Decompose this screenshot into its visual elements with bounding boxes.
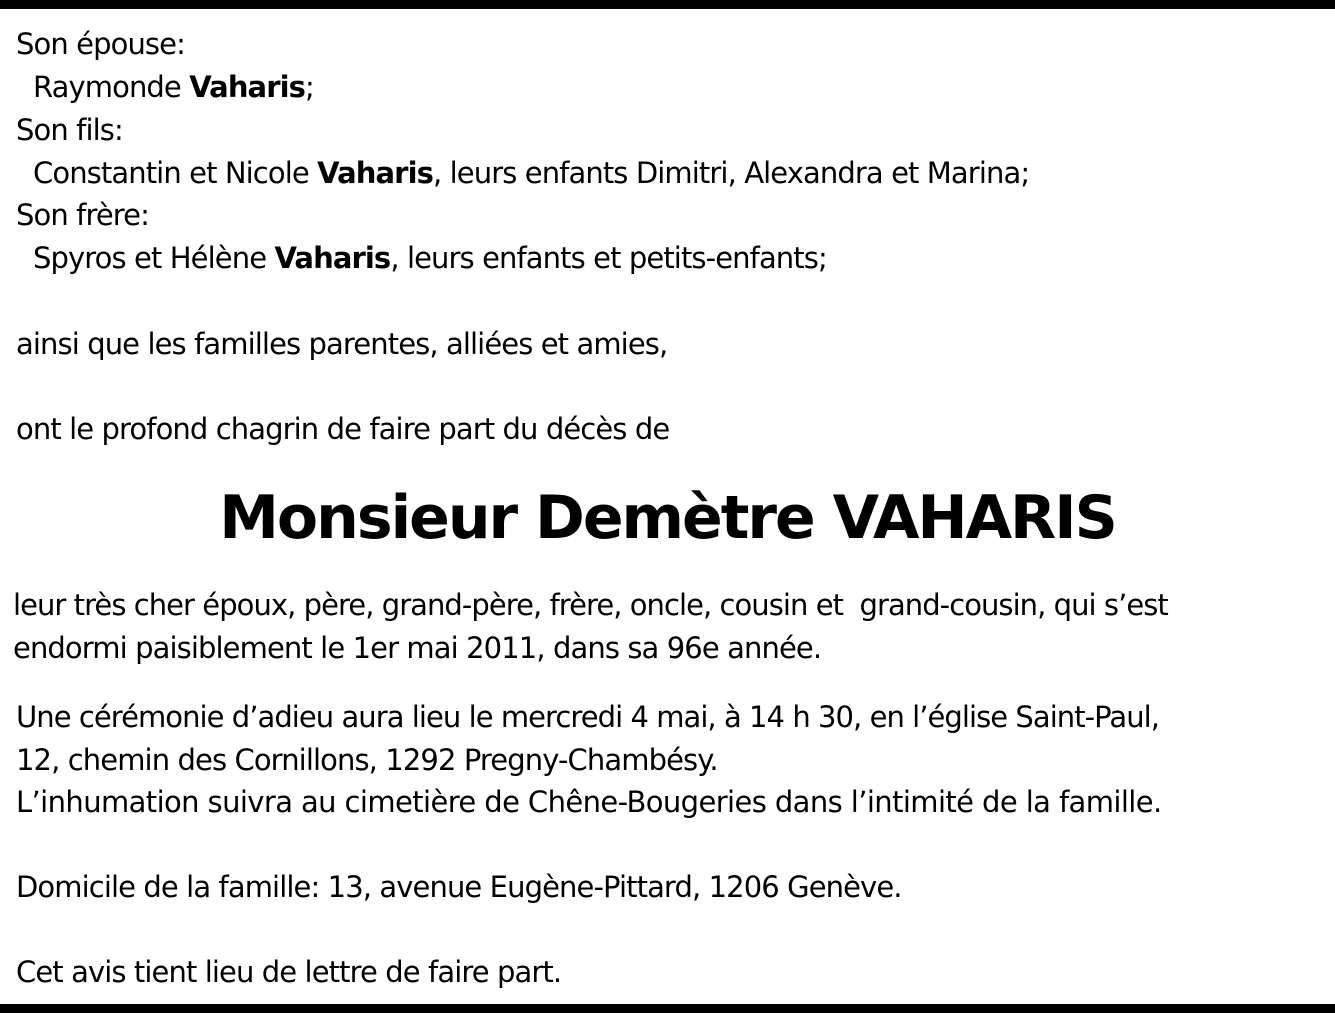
bottom-border-rule	[0, 1004, 1335, 1013]
relation-line-1: leur très cher époux, père, grand-père, frère, oncle, cousin et grand-cousin, qui s’est	[13, 588, 1168, 622]
son-children: , leurs enfants Dimitri, Alexandra et Marina;	[432, 156, 1030, 190]
spouse-line	[33, 69, 314, 105]
top-border-rule	[0, 0, 1335, 9]
brother-surname: Vaharis	[274, 241, 391, 275]
announcement-line: ont le profond chagrin de faire part du décès de	[16, 412, 670, 446]
families-line: ainsi que les familles parentes, alliées et amies,	[16, 327, 668, 361]
brother-given-names: Spyros et Hélène	[33, 241, 275, 275]
son-surname: Vaharis	[317, 156, 433, 190]
ceremony-line-2: 12, chemin des Cornillons, 1292 Pregny-Chambésy.	[16, 743, 718, 777]
domicile-line: Domicile de la famille: 13, avenue Eugène-Pittard, 1206 Genève.	[16, 870, 902, 904]
spouse-punctuation: ;	[305, 70, 314, 104]
burial-line: L’inhumation suivra au cimetière de Chêne-Bougeries dans l’intimité de la famille.	[16, 785, 1162, 819]
brother-children: , leurs enfants et petits-enfants;	[390, 241, 827, 275]
brother-heading: Son frère:	[16, 198, 149, 232]
deceased-name-heading: Monsieur Demètre VAHARIS	[219, 483, 1116, 553]
spouse-given-name: Raymonde	[33, 70, 190, 104]
relation-line-2: endormi paisiblement le 1er mai 2011, dans sa 96e année.	[13, 631, 822, 665]
closing-line: Cet avis tient lieu de lettre de faire part.	[16, 955, 562, 989]
son-heading: Son fils:	[16, 113, 123, 147]
ceremony-line-1: Une cérémonie d’adieu aura lieu le mercredi 4 mai, à 14 h 30, en l’église Saint-Paul,	[16, 700, 1160, 734]
spouse-heading: Son épouse:	[16, 27, 185, 61]
son-line	[33, 155, 1029, 191]
brother-line	[33, 240, 827, 276]
spouse-surname: Vaharis	[189, 70, 306, 104]
son-given-names: Constantin et Nicole	[33, 156, 318, 190]
